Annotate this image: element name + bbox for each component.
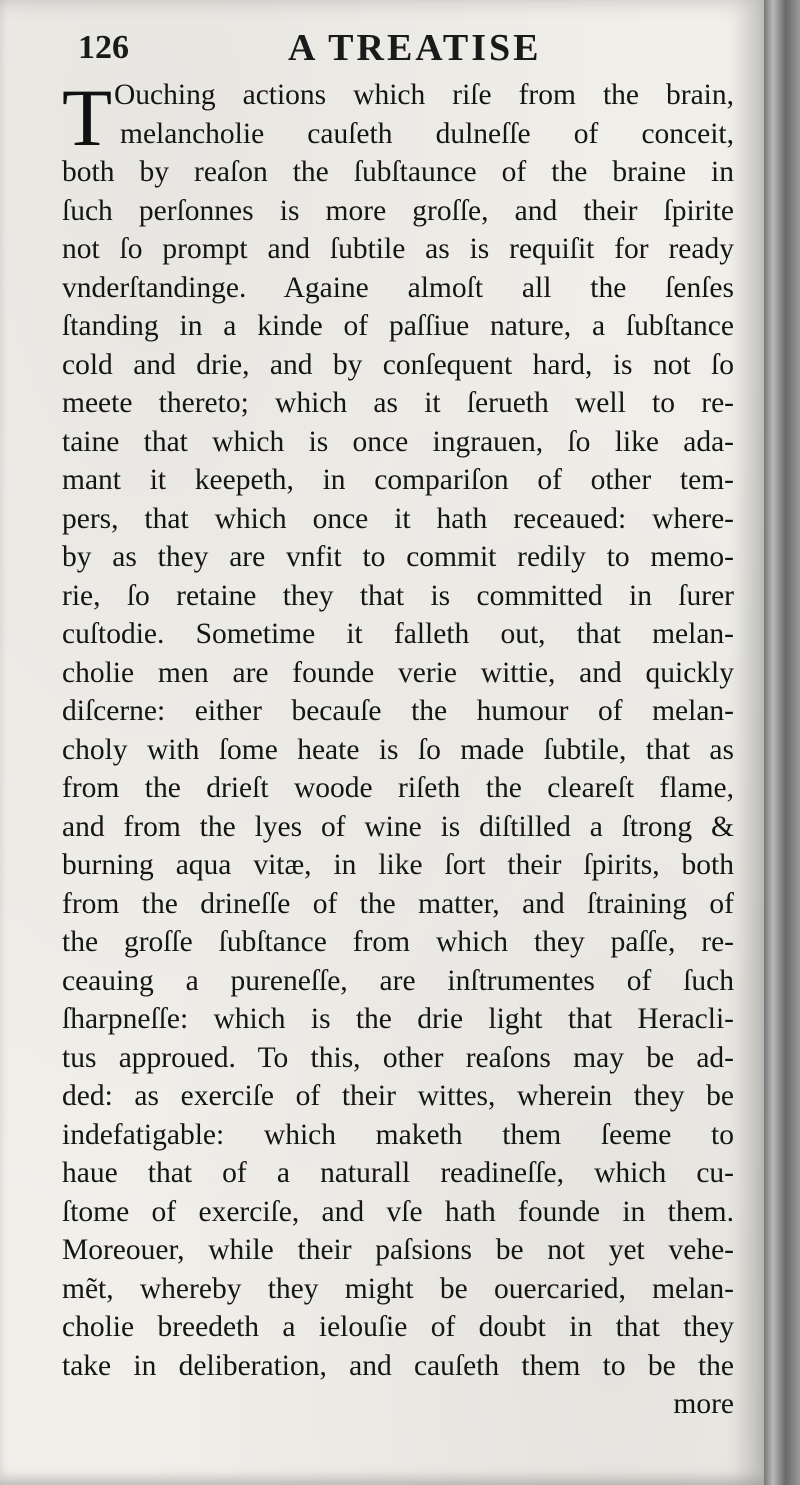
text-line: meete thereto; which as it ſerueth well to re-	[62, 387, 734, 419]
running-title: A TREATISE	[288, 27, 542, 69]
text-line: ceauing a pureneſſe, are inſtrumentes of ſuch	[62, 964, 734, 997]
text-line: Moreouer, while their paſsions be not yet vehe-	[62, 1234, 734, 1266]
text-line: not ſo prompt and ſubtile as is requiſit for ready	[62, 233, 734, 265]
text-line: rie, ſo retaine they that is committed in ſurer	[62, 579, 734, 612]
page-number: 126	[78, 29, 129, 66]
running-head	[78, 26, 738, 70]
drop-cap: T	[62, 72, 113, 163]
text-line: both by reaſon the ſubſtaunce of the braine in	[62, 156, 734, 188]
text-line: mant it keepeth, in compariſon of other tem-	[62, 464, 734, 496]
text-line: cholie breedeth a ielouſie of doubt in that they	[62, 1311, 734, 1343]
text-line: burning aqua vitæ, in like ſort their ſpirits, both	[62, 849, 734, 881]
text-line: choly with ſome heate is ſo made ſubtile, that as	[62, 733, 734, 766]
text-line: cuſtodie. Sometime it falleth out, that melan-	[62, 618, 734, 650]
text-line: from the drieſt woode riſeth the cleareſt flame,	[62, 772, 734, 804]
text-line: and from the lyes of wine is diſtilled a ſtrong &	[62, 810, 734, 843]
text-line: ded: as exerciſe of their wittes, wherein they be	[62, 1080, 734, 1112]
text-line: mẽt, whereby they might be ouercaried, melan-	[62, 1272, 734, 1305]
book-gutter	[764, 0, 800, 1485]
text-line: ſharpneſſe: which is the drie light that Heracli-	[62, 1003, 734, 1035]
body-text	[62, 72, 734, 1424]
text-line: ſtanding in a kinde of paſſiue nature, a ſubſtance	[62, 310, 734, 342]
text-line: indefatigable: which maketh them ſeeme to	[62, 1118, 734, 1151]
text-line: vnderſtandinge. Againe almoſt all the ſenſes	[62, 271, 734, 304]
text-line: taine that which is once ingrauen, ſo like ada-	[62, 425, 734, 458]
text-line: tus approued. To this, other reaſons may be ad-	[62, 1041, 734, 1074]
text-line: take in deliberation, and cauſeth them to be the	[62, 1349, 734, 1382]
text-line: Ouching actions which riſe from the brain,	[114, 79, 734, 111]
text-line: from the drineſſe of the matter, and ſtraining of	[62, 887, 734, 920]
text-line: melancholie cauſeth dulneſſe of conceit,	[120, 117, 734, 150]
catchword: more	[673, 1388, 734, 1420]
text-line: diſcerne: either becauſe the humour of melan-	[62, 695, 734, 727]
text-line: by as they are vnfit to commit redily to memo-	[62, 541, 734, 573]
text-line: pers, that which once it hath receaued: where-	[62, 502, 734, 535]
text-line: ſtome of exerciſe, and vſe hath founde in them.	[62, 1195, 734, 1228]
text-line: the groſſe ſubſtance from which they paſſe, re-	[62, 926, 734, 958]
text-line: ſuch perſonnes is more groſſe, and their ſpirite	[62, 194, 734, 227]
text-line: cholie men are founde verie wittie, and quickly	[62, 656, 734, 689]
text-line: haue that of a naturall readineſſe, which cu-	[62, 1157, 734, 1189]
text-line: cold and drie, and by conſequent hard, is not ſo	[62, 348, 734, 381]
